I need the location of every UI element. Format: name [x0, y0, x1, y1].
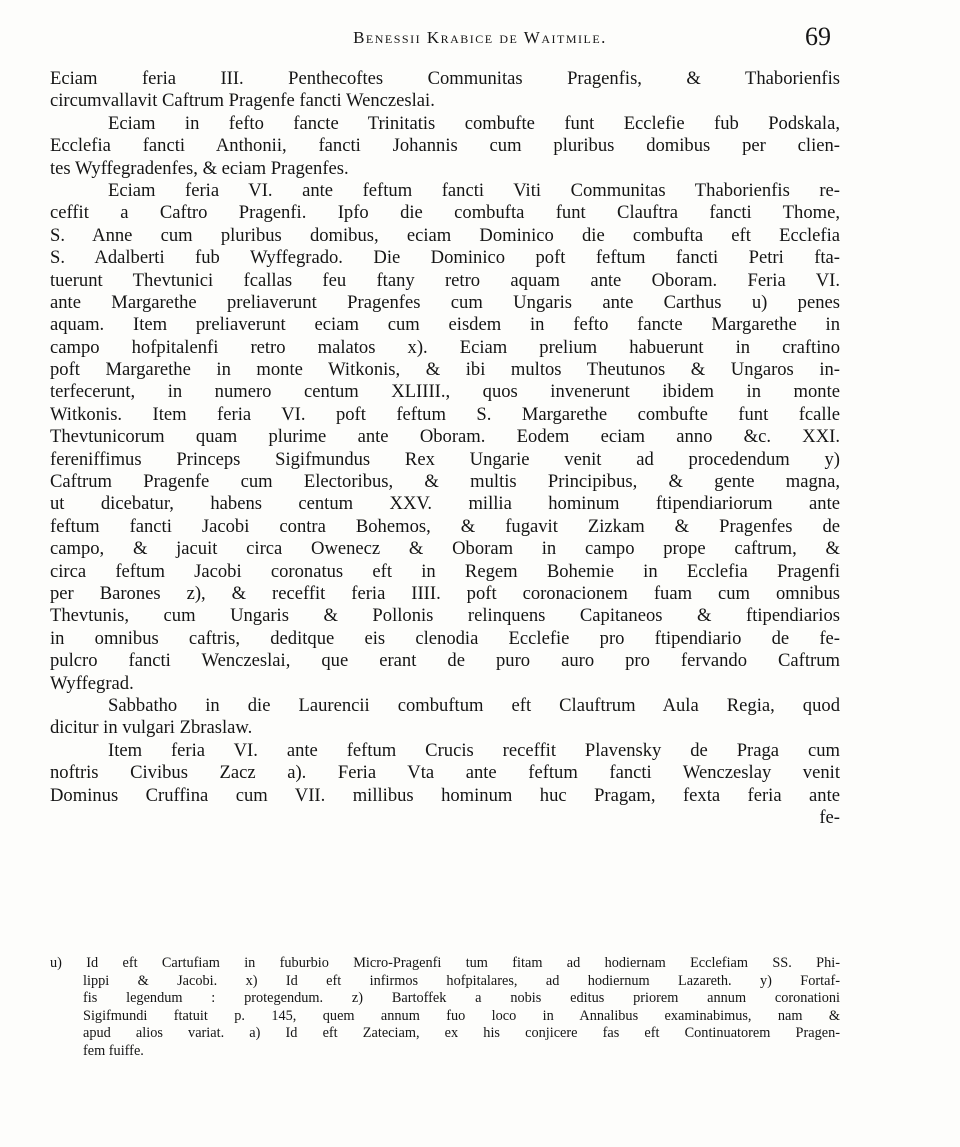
footnote-line: fem fuiffe. [83, 1042, 144, 1059]
text-line: ut dicebatur, habens centum XXV. millia hominum ftipendiariorum ante [50, 493, 840, 515]
text-line: Item feria VI. ante feftum Crucis receffit Plavensky de Praga cum [108, 739, 840, 761]
text-line: feftum fancti Jacobi contra Bohemos, & fugavit Zizkam & Pragenfes de [50, 515, 840, 537]
footnote-line: apud alios variat. a) Id eft Zateciam, ex his conjicere fas eft Continuatorem Pragen- [83, 1025, 840, 1041]
text-line: S. Anne cum pluribus domibus, eciam Dominico die combufta eft Ecclefia [50, 224, 840, 246]
text-line: pulcro fancti Wenczeslai, que erant de puro auro pro fervando Caftrum [50, 650, 840, 672]
footnote-line: fis legendum : protegendum. z) Bartoffek a nobis editus priorem annum coronationi [83, 990, 840, 1006]
text-line: Sabbatho in die Laurencii combuftum eft Clauftrum Aula Regia, quod [108, 694, 840, 716]
text-line: noftris Civibus Zacz a). Feria Vta ante feftum fancti Wenczeslay venit [50, 762, 840, 784]
text-line: ante Margarethe preliaverunt Pragenfes cum Ungaris ante Carthus u) penes [50, 291, 840, 313]
footnotes [50, 955, 840, 1060]
text-line: Eciam feria III. Penthecoftes Communitas Pragenfis, & Thaborienfis [50, 68, 840, 89]
running-title: Benessii Krabice de Waitmile. [353, 28, 607, 47]
text-line: dicitur in vulgari Zbraslaw. [50, 717, 253, 739]
text-line: S. Adalberti fub Wyffegrado. Die Dominico poft feftum fancti Petri fta- [50, 247, 840, 269]
text-line: tes Wyffegradenfes, & eciam Pragenfes. [50, 157, 349, 179]
text-line: ceffit a Caftro Pragenfi. Ipfo die combufta funt Clauftra fancti Thome, [50, 202, 840, 224]
text-line: Thevtunicorum quam plurime ante Oboram. Eodem eciam anno &c. XXI. [50, 426, 840, 448]
text-line: Caftrum Pragenfe cum Electoribus, & multis Principibus, & gente magna, [50, 471, 840, 493]
text-line: fereniffimus Princeps Sigifmundus Rex Ungarie venit ad procedendum y) [50, 448, 840, 470]
text-line: circumvallavit Caftrum Pragenfe fancti Wenczeslai. [50, 90, 435, 112]
text-line: circa feftum Jacobi coronatus eft in Regem Bohemie in Ecclefia Pragenfi [50, 560, 840, 582]
text-line: in omnibus caftris, deditque eis clenodia Ecclefie pro ftipendiario de fe- [50, 627, 840, 649]
text-line: Eciam in fefto fancte Trinitatis combufte funt Ecclefie fub Podskala, [108, 112, 840, 134]
text-line: poft Margarethe in monte Witkonis, & ibi multos Theutunos & Ungaros in- [50, 359, 840, 381]
footnote-line: u) Id eft Cartufiam in fuburbio Micro-Pragenfi tum fitam ad hodiernam Ecclefiam SS. Phi- [50, 955, 840, 971]
footnote-line: lippi & Jacobi. x) Id eft infirmos hofpitalares, ad hodiernum Lazareth. y) Fortaf- [83, 972, 840, 989]
text-line: Ecclefia fancti Anthonii, fancti Johannis cum pluribus domibus per clien- [50, 135, 840, 157]
text-line: campo, & jacuit circa Owenecz & Oboram in campo prope caftrum, & [50, 538, 840, 560]
text-line: tuerunt Thevtunici fcallas feu ftany retro aquam ante Oboram. Feria VI. [50, 269, 840, 291]
text-line: campo hofpitalenfi retro malatos x). Eciam prelium habuerunt in craftino [50, 336, 840, 358]
footnote-line: Sigifmundi ftatuit p. 145, quem annum fuo loco in Annalibus examinabimus, nam & [83, 1007, 840, 1024]
page-number: 69 [805, 22, 831, 51]
text-line: Wyffegrad. [50, 672, 134, 694]
text-line: Witkonis. Item feria VI. poft feftum S. Margarethe combufte funt fcalle [50, 403, 840, 425]
text-line: terfecerunt, in numero centum XLIIII., quos invenerunt ibidem in monte [50, 381, 840, 403]
main-text [50, 68, 840, 829]
text-line: per Barones z), & receffit feria IIII. poft coronacionem fuam cum omnibus [50, 582, 840, 604]
text-line: aquam. Item preliaverunt eciam cum eisdem in fefto fancte Margarethe in [50, 314, 840, 336]
text-line: Eciam feria VI. ante feftum fancti Viti Communitas Thaborienfis re- [108, 179, 840, 201]
catchword: fe- [819, 806, 840, 828]
text-line: Dominus Cruffina cum VII. millibus hominum huc Pragam, fexta feria ante [50, 784, 840, 806]
text-line: Thevtunis, cum Ungaris & Pollonis relinquens Capitaneos & ftipendiarios [50, 605, 840, 627]
